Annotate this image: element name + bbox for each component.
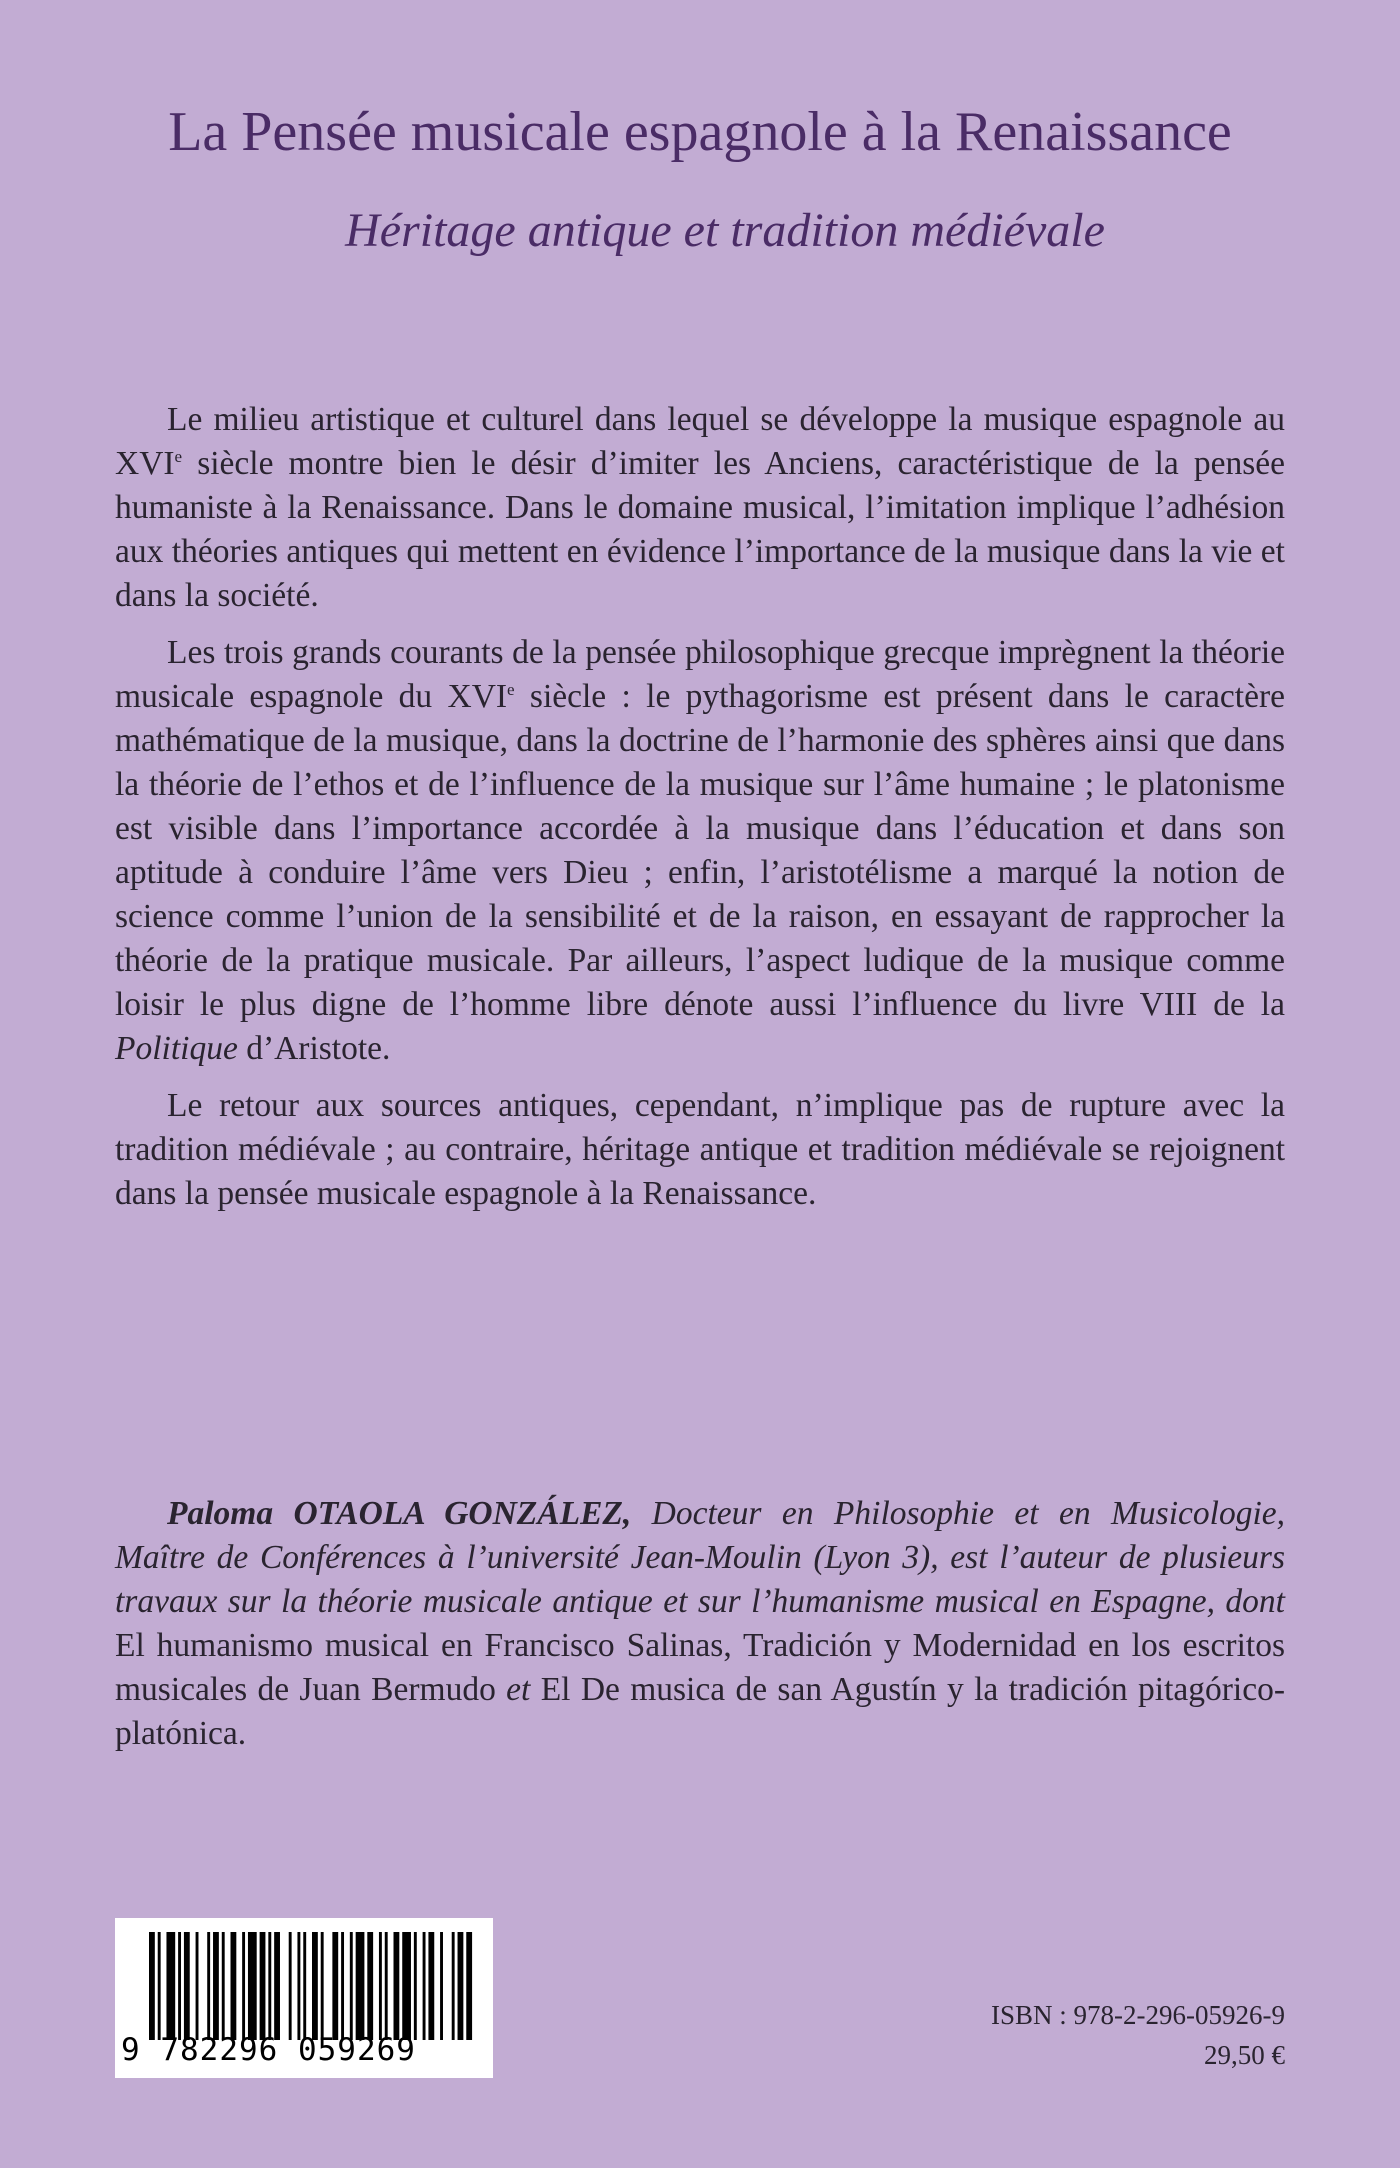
barcode-bar bbox=[458, 1932, 464, 2040]
barcode-bar bbox=[385, 1932, 388, 2040]
barcode-bars bbox=[149, 1932, 475, 2040]
author-bio bbox=[115, 1492, 1285, 1756]
superscript: e bbox=[507, 680, 515, 699]
author-bio-text: Docteur en Philosophie et en Musicologie, Maître de Conférences à l’université Jean-Moulin (Lyon 3), est l’auteur de plusieurs travaux sur la théorie musicale antique et sur l’humanisme musical en Espagne, dont bbox=[115, 1495, 1285, 1620]
price: 29,50 € bbox=[1204, 2040, 1285, 2070]
barcode-bar bbox=[260, 1932, 266, 2040]
barcode-bar bbox=[297, 1932, 300, 2040]
summary-paragraph-3: Le retour aux sources antiques, cependant, n’implique pas de rupture avec la tradition médiévale ; au contraire, héritage antique et tradition médiévale se rejoignent dans la pensée musicale espagnole à la Renaissance. bbox=[115, 1087, 1285, 1212]
barcode-bar bbox=[178, 1932, 181, 2040]
summary-text: siècle : le pythagorisme est présent dans le caractère mathématique de la musique, dans la doctrine de l’harmonie des sphères ainsi que dans la théorie de l’ethos et de l’influence de la musique sur l’âme humaine ; le platonisme est visible dans l’importance accordée à la musique dans l’éducation et dans son aptitude à conduire l’âme vers Dieu ; enfin, l’aristotélisme a marqué la notion de science comme l’union de la sensibilité et de la raison, en essayant de rapprocher la théorie de la pratique musicale. Par ailleurs, l’aspect ludique de la musique comme loisir le plus digne de l’homme libre dénote aussi l’influence du livre VIII de la bbox=[115, 678, 1285, 1023]
author-paragraph bbox=[115, 1492, 1285, 1756]
barcode-bar bbox=[350, 1932, 353, 2040]
book-reference: Politique bbox=[115, 1030, 238, 1067]
barcode-bar bbox=[428, 1932, 434, 2040]
summary-paragraph-2 bbox=[115, 631, 1285, 1071]
summary-text: Le milieu artistique et culturel dans lequel se développe la musique espagnole au XVI bbox=[115, 401, 1285, 482]
barcode-digits: 9 782296 059269 bbox=[121, 2032, 416, 2068]
summary-paragraph-1 bbox=[115, 398, 1285, 618]
author-work-2: El De musica de san Agustín y la tradición pitagórico-platónica. bbox=[115, 1671, 1285, 1752]
barcode-bar bbox=[379, 1932, 382, 2040]
barcode-bar bbox=[268, 1932, 271, 2040]
barcode-bar bbox=[166, 1932, 175, 2040]
superscript: e bbox=[174, 447, 183, 466]
author-conjunction: et bbox=[506, 1671, 531, 1708]
barcode-bar bbox=[231, 1932, 237, 2040]
barcode-bar bbox=[289, 1932, 292, 2040]
barcode-bar bbox=[332, 1932, 338, 2040]
barcode-bar bbox=[274, 1932, 280, 2040]
barcode-bar bbox=[367, 1932, 373, 2040]
barcode-bar bbox=[213, 1932, 219, 2040]
barcode-bar bbox=[248, 1932, 257, 2040]
barcode-bar bbox=[414, 1932, 417, 2040]
barcode-bar bbox=[312, 1932, 318, 2040]
barcode-bar bbox=[242, 1932, 245, 2040]
book-subtitle: Héritage antique et tradition médiévale bbox=[345, 204, 1105, 257]
barcode-bar bbox=[196, 1932, 199, 2040]
back-cover-summary bbox=[115, 398, 1285, 1229]
barcode-bar bbox=[452, 1932, 455, 2040]
barcode-bar bbox=[303, 1932, 306, 2040]
barcode-bar bbox=[466, 1932, 472, 2040]
barcode-bar bbox=[207, 1932, 210, 2040]
author-work-1: El humanismo musical en Francisco Salinas, Tradición y Modernidad en los escritos musicales de Juan Bermudo bbox=[115, 1627, 1285, 1708]
barcode bbox=[115, 1918, 493, 2078]
book-title: La Pensée musicale espagnole à la Renaissance bbox=[168, 101, 1232, 163]
author-name: Paloma OTAOLA GONZÁLEZ, bbox=[167, 1495, 632, 1532]
barcode-bar bbox=[356, 1932, 365, 2040]
barcode-bar bbox=[423, 1932, 426, 2040]
summary-text: d’Aristote. bbox=[237, 1030, 391, 1067]
barcode-bar bbox=[149, 1932, 155, 2040]
summary-text: siècle montre bien le désir d’imiter les Anciens, caractéristique de la pensée humaniste à la Renaissance. Dans le domaine musical, l’imitation implique l’adhésion aux théories antiques qui mettent en évidence l’importance de la musique dans la vie et dans la société. bbox=[115, 445, 1285, 614]
barcode-bar bbox=[184, 1932, 190, 2040]
isbn: ISBN : 978-2-296-05926-9 bbox=[991, 2000, 1285, 2030]
barcode-bar bbox=[158, 1932, 161, 2040]
barcode-bar bbox=[402, 1932, 411, 2040]
summary-text: Les trois grands courants de la pensée philosophique grecque imprègnent la théorie musicale espagnole du XVI bbox=[115, 634, 1285, 715]
barcode-bar bbox=[222, 1932, 225, 2040]
barcode-bar bbox=[341, 1932, 344, 2040]
barcode-bar bbox=[394, 1932, 400, 2040]
barcode-bar bbox=[440, 1932, 443, 2040]
barcode-bar bbox=[321, 1932, 324, 2040]
